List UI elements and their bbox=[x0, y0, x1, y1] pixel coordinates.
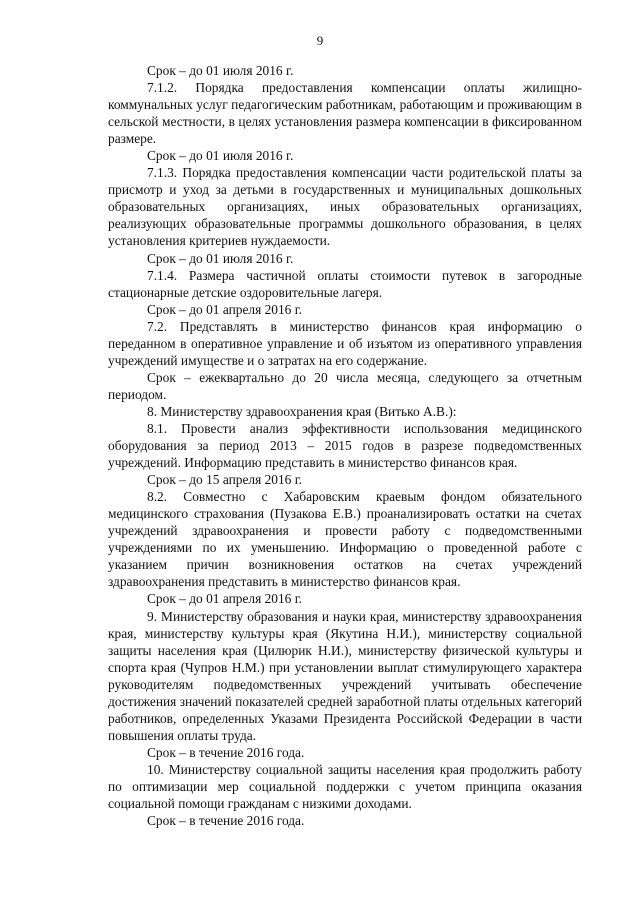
deadline-paragraph: Срок – до 01 июля 2016 г. bbox=[147, 63, 294, 78]
item-7-1-2-paragraph: 7.1.2. Порядка предоставления компенсации оплаты жилищно-коммунальных услуг педагогическим работникам, работающим и проживающим в сельской местности, в целях установления размера компенсации в фиксированном размере. bbox=[108, 80, 582, 147]
deadline-paragraph: Срок – в течение 2016 года. bbox=[147, 813, 305, 829]
item-7-1-4-paragraph: 7.1.4. Размера частичной оплаты стоимости путевок в загородные стационарные детские оздоровительные лагеря. bbox=[108, 267, 582, 300]
item-8-paragraph: 8. Министерству здравоохранения края (Витько А.В.): bbox=[147, 403, 457, 419]
item-8-1-paragraph: 8.1. Провести анализ эффективности использования медицинского оборудования за период 2013 – 2015 годов в разрезе подведомственных учреждений. Информацию представить в министерство финансов края. bbox=[108, 420, 582, 471]
deadline-paragraph: Срок – до 01 июля 2016 г. bbox=[147, 148, 294, 164]
item-10-paragraph: 10. Министерству социальной защиты населения края продолжить работу по оптимизации мер социальной поддержки с учетом принципа оказания социальной помощи гражданам с низкими доходами. bbox=[108, 761, 582, 812]
item-7-1-3-paragraph: 7.1.3. Порядка предоставления компенсации части родительской платы за присмотр и уход за детьми в государственных и муниципальных дошкольных образовательных организациях, иных образовательных организациях, реализующих образовательные программы дошкольного образования, в целях установления критериев нуждаемости. bbox=[108, 165, 582, 249]
deadline-paragraph: Срок – в течение 2016 года. bbox=[147, 744, 305, 760]
deadline-paragraph: Срок – до 01 апреля 2016 г. bbox=[147, 301, 303, 317]
deadline-paragraph: Срок – до 15 апреля 2016 г. bbox=[147, 472, 303, 488]
deadline-paragraph: Срок – до 01 апреля 2016 г. bbox=[147, 591, 303, 607]
item-7-2-paragraph: 7.2. Представлять в министерство финансов края информацию о переданном в оперативное управление и об изъятом из оперативного управления учреждений имуществе и о затратах на его содержание. bbox=[108, 318, 582, 368]
page-number: 9 bbox=[316, 33, 324, 48]
deadline-paragraph: Срок – ежеквартально до 20 числа месяца, следующего за отчетным периодом. bbox=[108, 369, 582, 402]
document-body bbox=[108, 62, 582, 829]
item-9-paragraph: 9. Министерству образования и науки края, министерству здравоохранения края, министерству культуры края (Якутина Н.И.), министерству социальной защиты населения края (Цилюрик Н.И.), министерству физической культуры и спорта края (Чупров Н.М.) при установлении выплат стимулирующего характера руководителям подведомственных учреждений учитывать обеспечение достижения значений показателей средней заработной платы отдельных категорий работников, определенных Указами Президента Российской Федерации в части повышения оплаты труда. bbox=[108, 608, 582, 743]
deadline-paragraph: Срок – до 01 июля 2016 г. bbox=[147, 250, 294, 266]
item-8-2-paragraph: 8.2. Совместно с Хабаровским краевым фондом обязательного медицинского страхования (Пузакова Е.В.) проанализировать остатки на счетах учреждений здравоохранения и провести работу с подведомственными учреждениями по их уменьшению. Информацию о проведенной работе с указанием причин возникновения остатков на счетах учреждений здравоохранения представить в министерство финансов края. bbox=[108, 489, 582, 590]
